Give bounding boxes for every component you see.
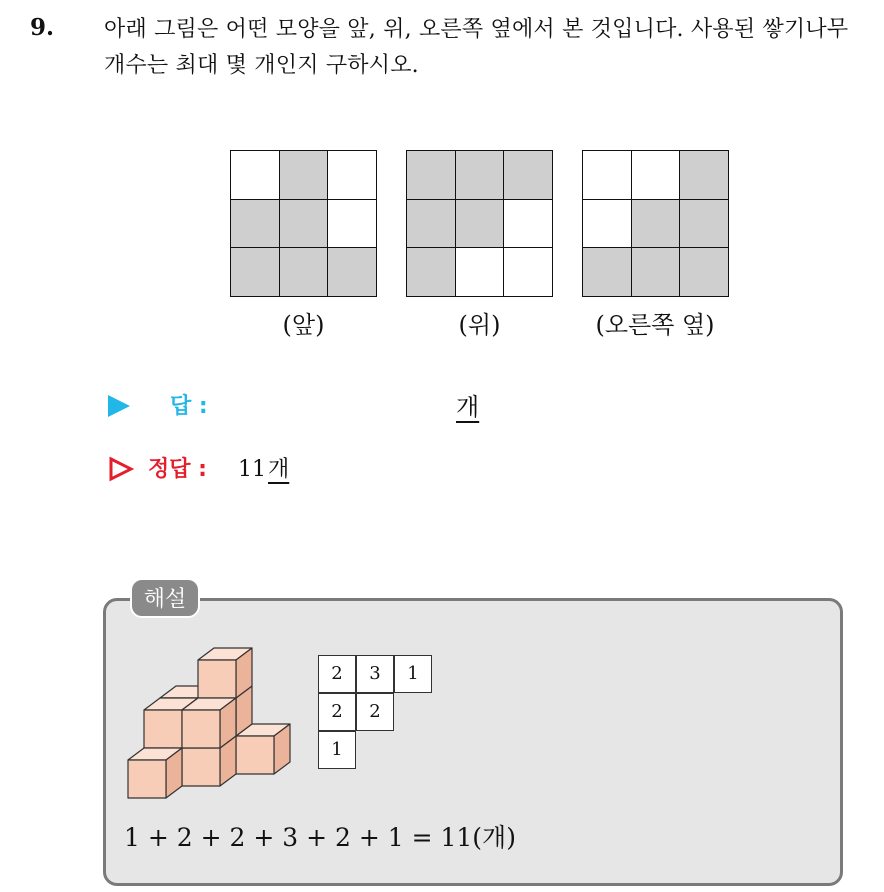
- top-view-label: (위): [458, 311, 501, 339]
- count-cell: 2: [356, 693, 394, 731]
- count-cell: 2: [318, 693, 356, 731]
- view-cell: [632, 248, 681, 297]
- view-cell: [231, 151, 280, 200]
- front-view-label: (앞): [282, 311, 325, 339]
- correct-answer-row: [108, 452, 608, 488]
- view-cell: [583, 248, 632, 297]
- solution-tab: 해설: [130, 578, 200, 618]
- cube: [182, 698, 236, 748]
- count-cell: 2: [318, 655, 356, 693]
- cube: [198, 648, 252, 698]
- correct-answer-label: 정답 :: [148, 457, 207, 482]
- view-cell: [583, 200, 632, 249]
- view-cell: [456, 248, 505, 297]
- view-cell: [456, 200, 505, 249]
- view-cell: [504, 151, 553, 200]
- correct-answer-unit: 개: [268, 457, 290, 482]
- view-cell: [328, 200, 377, 249]
- answer-unit[interactable]: 개: [456, 393, 480, 421]
- cube: [128, 748, 182, 798]
- view-cell: [583, 151, 632, 200]
- view-cell: [680, 200, 729, 249]
- front-view-grid: [230, 150, 377, 297]
- count-cell: 3: [356, 655, 394, 693]
- stacked-cubes-illustration: [120, 630, 300, 810]
- view-cell: [407, 151, 456, 200]
- view-cell: [456, 151, 505, 200]
- right-view-label: (오른쪽 옆): [595, 311, 715, 339]
- play-triangle-icon: [108, 395, 130, 417]
- view-cell: [680, 151, 729, 200]
- view-cell: [280, 248, 329, 297]
- top-view-grid: [406, 150, 553, 297]
- question-text: 아래 그림은 어떤 모양을 앞, 위, 오른쪽 옆에서 본 것입니다. 사용된 쌓기나무 개수는 최대 몇 개인지 구하시오.: [104, 17, 849, 78]
- view-cell: [632, 200, 681, 249]
- count-cell: 1: [318, 731, 356, 769]
- cube: [236, 724, 290, 774]
- correct-answer-value: [238, 452, 289, 483]
- outline-triangle-icon: [108, 456, 134, 482]
- view-cell: [407, 248, 456, 297]
- view-cell: [328, 248, 377, 297]
- solution-formula: 1 + 2 + 2 + 3 + 2 + 1 = 11(개): [124, 823, 516, 852]
- view-cell: [504, 248, 553, 297]
- count-cell: 1: [394, 655, 432, 693]
- view-cell: [231, 200, 280, 249]
- view-cell: [632, 151, 681, 200]
- view-cell: [231, 248, 280, 297]
- correct-answer-number: 11: [238, 457, 266, 482]
- answer-row: [108, 387, 608, 423]
- view-cell: [328, 151, 377, 200]
- answer-label: 답 :: [170, 394, 208, 419]
- view-cell: [504, 200, 553, 249]
- question-number: 9.: [30, 14, 55, 41]
- right-view-grid: [582, 150, 729, 297]
- view-cell: [280, 200, 329, 249]
- view-cell: [407, 200, 456, 249]
- view-cell: [280, 151, 329, 200]
- view-cell: [680, 248, 729, 297]
